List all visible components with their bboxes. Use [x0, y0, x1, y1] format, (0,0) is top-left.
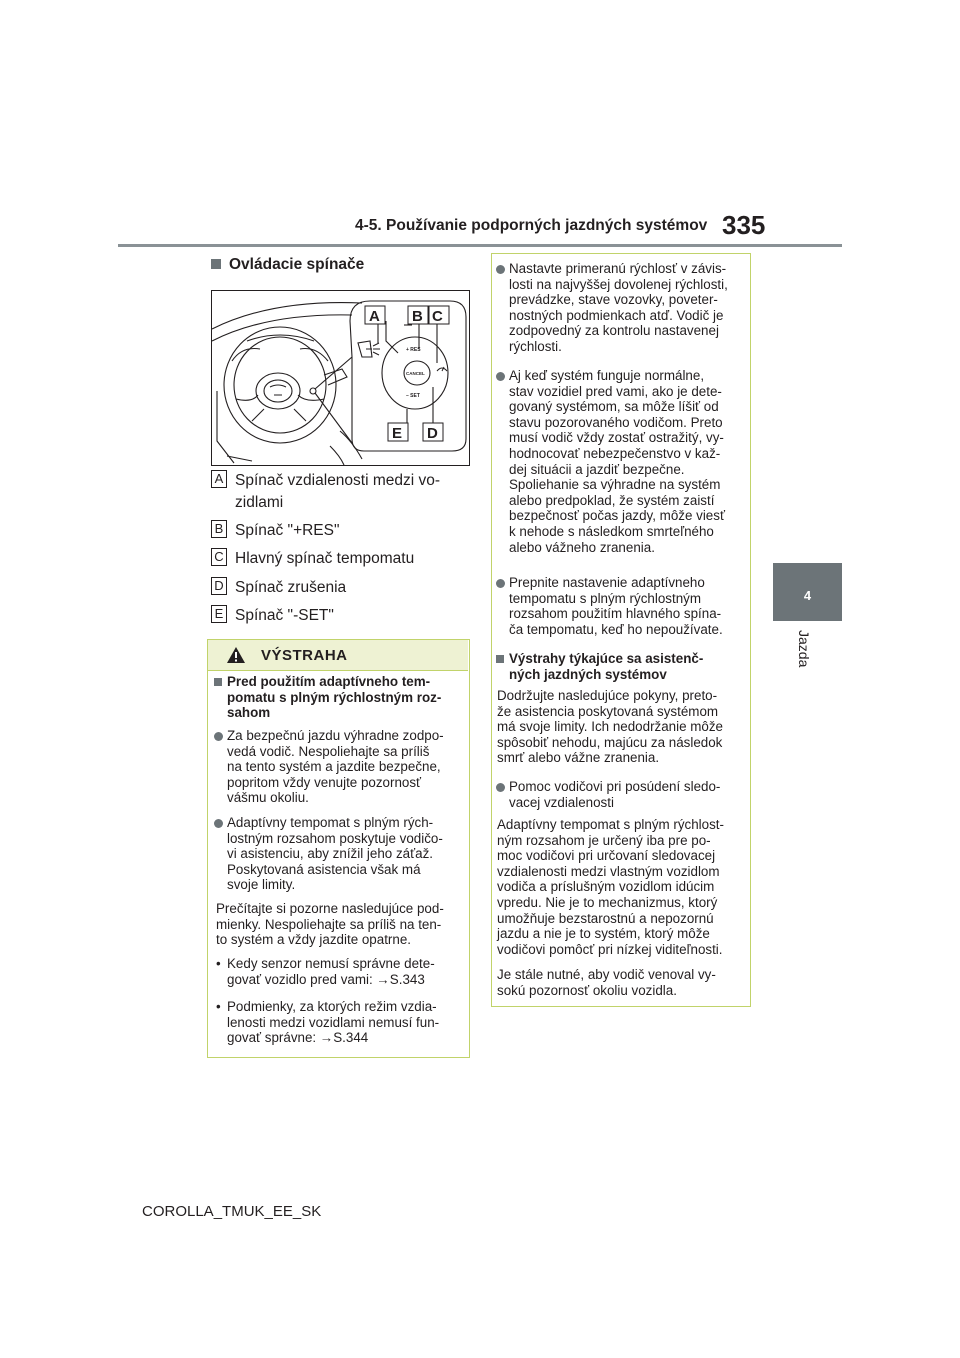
chapter-tab-label: Jazda: [796, 630, 812, 668]
text-line: alebo predpoklad, že systém zaistí: [509, 492, 715, 508]
legend-text: Spínač "+RES": [235, 522, 340, 539]
text-line: bezpečnosť počas jazdy, môže viesť: [509, 508, 725, 524]
res-label: + RES: [406, 347, 421, 353]
distance-icon: [366, 343, 380, 355]
text-line: vášmu okoliu.: [227, 790, 309, 806]
square-bullet-icon: [214, 678, 222, 686]
text-line: rýchlosti.: [509, 338, 562, 354]
text-line: govať správne: →S.344: [227, 1030, 369, 1046]
document-footer: COROLLA_TMUK_EE_SK: [142, 1203, 322, 1220]
text-line: popritom vždy venujte pozornosť: [227, 774, 422, 790]
text-line: smrť alebo vážne zranenia.: [497, 750, 660, 766]
text-line: Podmienky, za ktorých režim vzdia-: [227, 999, 437, 1014]
legend-item-d: [211, 577, 346, 599]
square-bullet-icon: [496, 655, 504, 663]
bullet-dot-icon: [496, 265, 505, 274]
text-line: govaný systémom, sa môže líšiť od: [509, 399, 719, 415]
legend-item-c: [211, 548, 414, 570]
text-line: Prečítajte si pozorne nasledujúce pod-: [216, 901, 444, 916]
text-line: alebo vážneho zranenia.: [509, 539, 655, 555]
text-line: ným rozsahom je určený iba pre po-: [497, 832, 711, 848]
text-line: Nastavte primeranú rýchlosť v závis-: [509, 261, 727, 276]
text-line: stavu pozorovaného vodičom. Preto: [509, 414, 723, 430]
bullet-dot-icon: [496, 372, 505, 381]
warning-sub-item: [214, 999, 477, 1046]
warning-heading-line: pomatu s plným rýchlostným roz-: [227, 689, 442, 705]
warning-bullet: [214, 815, 477, 893]
text-line: Dodržujte nasledujúce pokyny, preto-: [497, 688, 718, 703]
text-line: Poskytovaná asistencia však má: [227, 861, 421, 877]
text-line: Aj keď systém funguje normálne,: [509, 368, 705, 383]
legend-key: C: [211, 548, 227, 566]
text-line: Pomoc vodičovi pri posúdení sledo-: [509, 779, 721, 794]
warning-heading-line: sahom: [227, 705, 271, 721]
text-line: dej situácii a jazdiť bezpečne.: [509, 461, 685, 477]
warning-heading-line: Pred použitím adaptívneho tem-: [227, 674, 431, 689]
legend-item-b: [211, 520, 340, 542]
cruise-control-icon: [437, 367, 447, 371]
page-number: 335: [722, 210, 766, 240]
right-bullet: [496, 779, 759, 810]
steering-wheel-drawing: [212, 291, 469, 465]
warning-title: VÝSTRAHA: [261, 647, 348, 664]
text-line: Kedy senzor nemusí správne dete-: [227, 956, 435, 971]
legend-item-a: [211, 470, 440, 514]
section-title: [211, 256, 364, 274]
text-line: moc vodičovi pri určovaní sledovacej: [497, 848, 716, 864]
right-heading: [496, 651, 759, 682]
text-line: vodiča a príslušným vozidlom idúcim: [497, 879, 715, 895]
text-line: rozsahom použitím hlavného spína-: [509, 606, 722, 622]
callout-c: C: [432, 308, 443, 325]
chapter-tab-number: 4: [803, 588, 812, 603]
text-line: ča tempomatu, keď ho nepoužívate.: [509, 621, 723, 637]
text-line: k nehode s následkom smrteľného: [509, 523, 714, 539]
legend-text: Hlavný spínač tempomatu: [235, 550, 415, 567]
warning-heading: [214, 674, 477, 721]
text-line: Adaptívny tempomat s plným rýchlost-: [497, 817, 724, 832]
text-line: sokú pozornosť okoliu vozidla.: [497, 982, 677, 998]
text-line: jazdu a nie je to systém, ktorý môže: [497, 926, 710, 942]
right-paragraph: [497, 967, 747, 998]
text-line: vpredu. Nie je to mechanizmus, ktorý: [497, 894, 718, 910]
legend-key: E: [211, 605, 227, 623]
text-line: musí vodič vždy zostať ostražitý, vy-: [509, 430, 724, 446]
text-line: zodpovedný za kontrolu nastavenej: [509, 323, 719, 339]
legend-key: A: [211, 470, 227, 488]
text-line: Spoliehanie sa výhradne na systém: [509, 477, 721, 493]
text-line: stav vozidiel pred vami, ako je dete-: [509, 383, 722, 399]
heading-line: Výstrahy týkajúce sa asistenč-: [509, 651, 704, 666]
text-line: že asistencia poskytovaná systémom: [497, 703, 719, 719]
text-line: losti na najvyššej dovolenej rýchlosti,: [509, 276, 728, 292]
text-line: spôsobiť nehodu, majúcu za následok: [497, 734, 723, 750]
heading-line: ných jazdných systémov: [509, 666, 667, 682]
legend-text: Spínač "-SET": [235, 607, 334, 624]
legend-item-e: [211, 605, 334, 627]
text-line: umožňuje bezstarostnú a nepozornú: [497, 910, 714, 926]
text-line: svoje limity.: [227, 877, 296, 893]
warning-triangle-icon: [226, 646, 246, 664]
text-line: lenosti medzi vozidlami nemusí fun-: [227, 1014, 440, 1030]
text-line: mienky. Nespoliehajte sa príliš na ten-: [216, 916, 442, 932]
square-bullet-icon: [211, 259, 221, 269]
warning-sub-item: [214, 956, 477, 987]
text-line: vacej vzdialenosti: [509, 794, 614, 810]
right-paragraph: [497, 817, 747, 957]
text-line: Adaptívny tempomat s plným rých-: [227, 815, 434, 830]
text-line: lostným rozsahom poskytuje vodičo-: [227, 830, 443, 846]
callout-b: B: [412, 308, 423, 325]
right-bullet: [496, 261, 759, 355]
legend-text: Spínač zrušenia: [235, 579, 347, 596]
bullet-dot-icon: [214, 819, 223, 828]
text-line: hodnocovať nebezpečenstvo v kaž-: [509, 445, 721, 461]
text-line: Za bezpečnú jazdu výhradne zodpo-: [227, 728, 444, 743]
warning-bullet: [214, 728, 477, 806]
text-line: Prepnite nastavenie adaptívneho: [509, 575, 705, 590]
warning-paragraph: [216, 901, 466, 948]
legend-key: B: [211, 520, 227, 538]
section-title-text: Ovládacie spínače: [229, 256, 365, 273]
legend-key: D: [211, 577, 227, 595]
text-line: nostných podmienkach atď. Vodič je: [509, 307, 724, 323]
callout-e: E: [392, 425, 403, 442]
header-divider: [118, 244, 842, 247]
right-bullet: [496, 575, 759, 637]
text-line: prevádzke, stave vozovky, poveter-: [509, 292, 718, 308]
text-line: tempomatu s plným rýchlostným: [509, 590, 701, 606]
bullet-dot-icon: [496, 579, 505, 588]
chapter-title: 4-5. Používanie podporných jazdných systémov: [355, 217, 708, 234]
text-line: na tento systém a jazdite bezpečne,: [227, 759, 441, 775]
callout-a: A: [369, 308, 380, 325]
text-line: vi asistenciu, aby znížil jeho záťaž.: [227, 846, 433, 862]
bullet-point: •: [216, 999, 221, 1014]
right-paragraph: [497, 688, 747, 766]
text-line: govať vozidlo pred vami: →S.343: [227, 971, 425, 987]
right-bullet: [496, 368, 759, 555]
legend-text-cont: zidlami: [235, 494, 284, 511]
text-line: to systém a vždy jazdite opatrne.: [216, 932, 412, 948]
bullet-dot-icon: [496, 783, 505, 792]
text-line: má svoje limity. Ich nedodržanie môže: [497, 719, 723, 735]
steering-switch-illustration: [211, 290, 470, 466]
legend-text: Spínač vzdialenosti medzi vo-: [235, 472, 441, 489]
text-line: vzdialenosti medzi vlastným vozidlom: [497, 863, 720, 879]
cancel-label: CANCEL: [406, 371, 425, 376]
text-line: Je stále nutné, aby vodič venoval vy-: [497, 967, 716, 982]
bullet-dot-icon: [214, 732, 223, 741]
text-line: vedá vodič. Nespoliehajte sa príliš: [227, 743, 430, 759]
callout-d: D: [427, 425, 438, 442]
bullet-point: •: [216, 956, 221, 971]
set-label: – SET: [406, 393, 420, 399]
text-line: vodičovi pomôcť pri nízkej viditeľnosti.: [497, 941, 723, 957]
